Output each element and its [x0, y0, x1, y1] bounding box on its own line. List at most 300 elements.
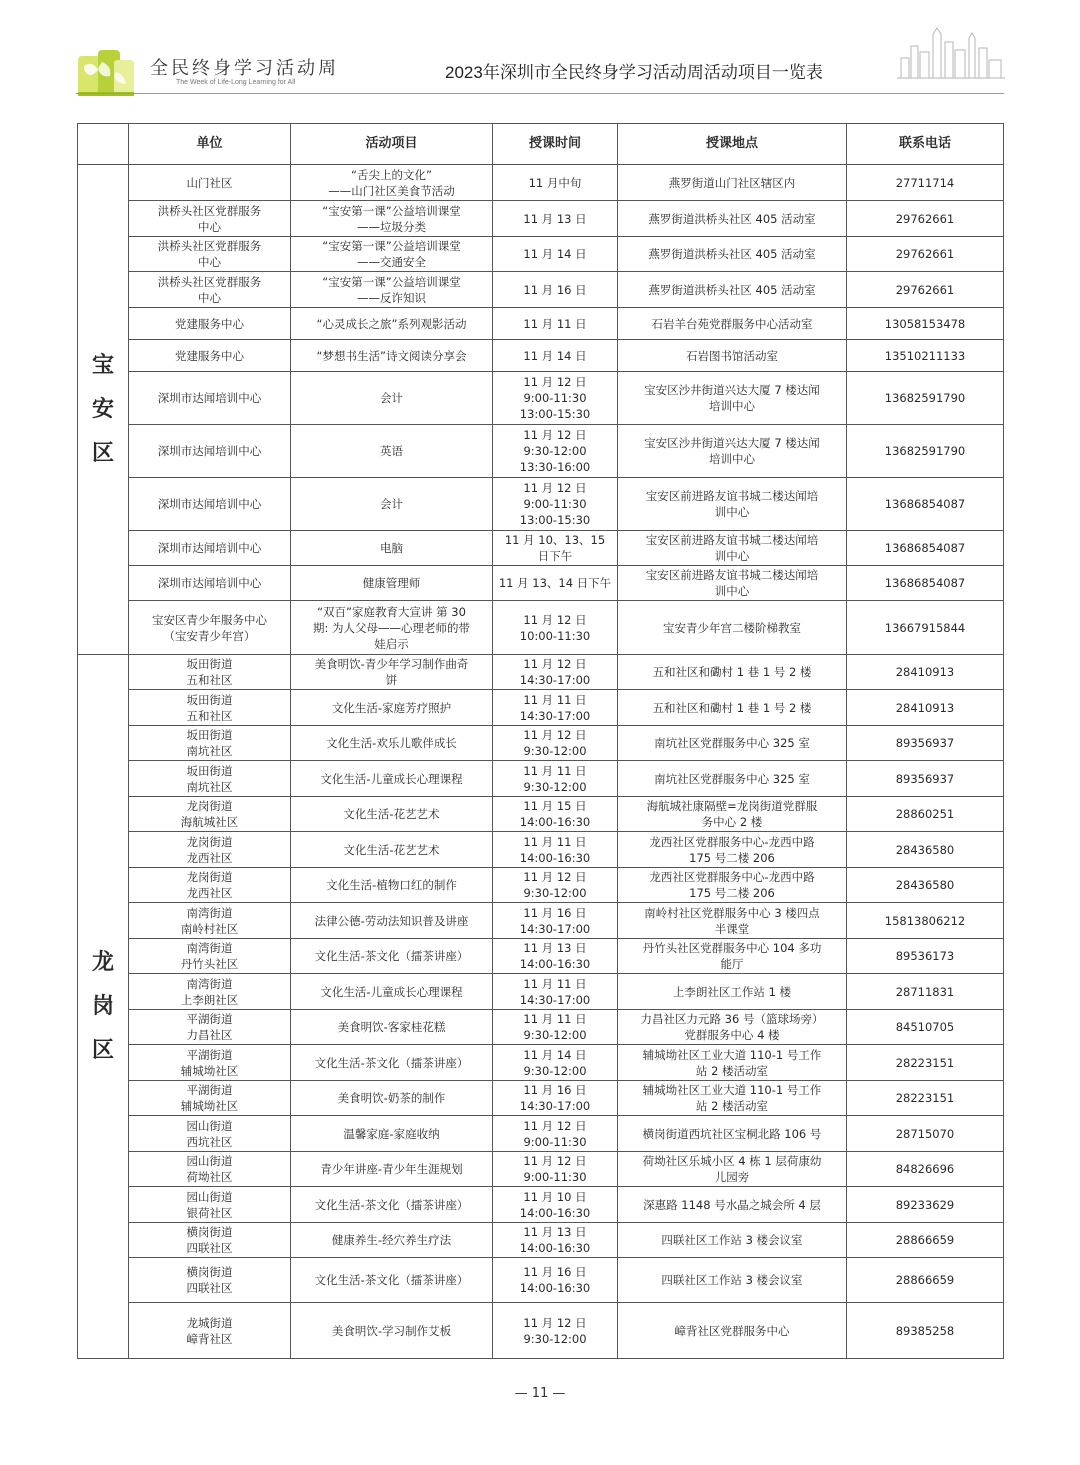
column-header-activity: 活动项目: [291, 124, 493, 165]
activity-cell: [291, 531, 493, 566]
time-cell-text: 11 月 11 日 9:30-12:00: [523, 1012, 587, 1042]
time-cell-text: 11 月中旬: [528, 175, 582, 190]
unit-cell-text: 龙岗街道 龙西社区: [186, 834, 233, 865]
phone-cell: [847, 601, 1004, 655]
activity-cell: [291, 1258, 493, 1303]
phone-cell-text: 13667915844: [884, 620, 966, 635]
time-cell: [493, 372, 618, 425]
unit-cell-text: 龙岗街道 海航城社区: [180, 799, 239, 829]
place-cell: [618, 690, 847, 726]
time-cell-text: 11 月 12 日 9:30-12:00: [523, 1315, 587, 1346]
activity-cell-text: 文化生活-家庭芳疗照护: [331, 700, 452, 715]
phone-cell: [847, 832, 1004, 868]
city-skyline-icon: [897, 24, 1005, 80]
phone-cell-text: 89356937: [895, 771, 955, 786]
time-cell: [493, 478, 618, 531]
unit-cell-text: 园山街道 西坑社区: [186, 1118, 233, 1149]
time-cell-text: 11 月 12 日 9:30-12:00 13:30-16:00: [519, 428, 591, 474]
place-cell: [618, 340, 847, 372]
place-cell-text: 石岩图书馆活动室: [686, 348, 778, 363]
place-cell-text: 辅城坳社区工业大道 110-1 号工作 站 2 楼活动室: [642, 1047, 822, 1078]
phone-cell-text: 84510705: [895, 1020, 955, 1034]
time-cell-text: 11 月 12 日 9:00-11:30 13:00-15:30: [519, 375, 591, 421]
activity-cell-text: 英语: [380, 444, 403, 458]
table-row: [78, 1258, 1004, 1303]
activity-cell: [291, 832, 493, 868]
phone-cell: [847, 425, 1004, 478]
activity-cell-text: 美食明饮-奶茶的制作: [337, 1091, 446, 1105]
time-cell: [493, 832, 618, 868]
unit-cell: [129, 425, 291, 478]
phone-cell: [847, 340, 1004, 372]
time-cell-text: 11 月 12 日 9:00-11:30 13:00-15:30: [519, 481, 591, 527]
place-cell-text: 南坑社区党群服务中心 325 室: [654, 771, 810, 786]
place-cell-text: 横岗街道西坑社区宝桐北路 106 号: [642, 1126, 822, 1141]
phone-cell-text: 89356937: [895, 736, 955, 750]
place-cell-text: 嶂背社区党群服务中心: [674, 1323, 790, 1338]
activity-cell-text: 美食明饮-客家桂花糕: [337, 1020, 446, 1034]
place-cell: [618, 832, 847, 868]
place-cell: [618, 531, 847, 566]
unit-cell-text: 坂田街道 五和社区: [186, 657, 233, 687]
unit-cell: [129, 690, 291, 726]
activity-cell: [291, 903, 493, 939]
activity-cell: [291, 165, 493, 201]
place-cell: [618, 165, 847, 201]
phone-cell-text: 13686854087: [884, 541, 966, 555]
activity-cell-text: 美食明饮-青少年学习制作曲奇 饼: [314, 657, 469, 687]
unit-cell-text: 深圳市达闻培训中心: [157, 444, 262, 458]
time-cell: [493, 1303, 618, 1359]
phone-cell: [847, 201, 1004, 237]
unit-cell: [129, 372, 291, 425]
phone-cell-text: 29762661: [895, 282, 955, 297]
time-cell: [493, 308, 618, 340]
table-row: [78, 425, 1004, 478]
time-cell: [493, 1116, 618, 1152]
unit-cell: [129, 1258, 291, 1303]
time-cell-text: 11 月 11 日 14:00-16:30: [519, 834, 591, 865]
phone-cell-text: 28866659: [895, 1273, 955, 1287]
time-cell: [493, 272, 618, 308]
activity-cell-text: 美食明饮-学习制作艾板: [331, 1323, 452, 1338]
phone-cell: [847, 1010, 1004, 1045]
unit-cell-text: 洪桥头社区党群服务 中心: [157, 203, 262, 234]
activity-cell: [291, 974, 493, 1010]
place-cell-text: 宝安区前进路友谊书城二楼达闻培 训中心: [645, 533, 819, 563]
column-header-time: 授课时间: [493, 124, 618, 165]
phone-cell: [847, 797, 1004, 832]
phone-cell: [847, 1045, 1004, 1081]
table-row: [78, 1187, 1004, 1223]
time-cell-text: 11 月 12 日 9:30-12:00: [523, 870, 587, 900]
place-cell: [618, 566, 847, 601]
place-cell-text: 力昌社区力元路 36 号（篮球场旁） 党群服务中心 4 楼: [640, 1012, 824, 1042]
unit-cell: [129, 761, 291, 797]
activity-cell-text: 会计: [380, 497, 403, 511]
time-cell-text: 11 月 13、14 日下午: [498, 576, 612, 590]
place-cell-text: 燕罗街道洪桥头社区 405 活动室: [648, 247, 816, 261]
phone-cell-text: 28410913: [895, 700, 955, 715]
time-cell-text: 11 月 13 日 14:00-16:30: [519, 941, 591, 971]
place-cell: [618, 1010, 847, 1045]
phone-cell-text: 29762661: [895, 211, 955, 226]
time-cell: [493, 761, 618, 797]
phone-cell-text: 28436580: [895, 878, 955, 892]
activity-cell-text: 健康养生-经穴养生疗法: [331, 1233, 452, 1247]
time-cell: [493, 1258, 618, 1303]
place-cell-text: 五和社区和磡村 1 巷 1 号 2 楼: [652, 665, 812, 679]
time-cell: [493, 1187, 618, 1223]
unit-cell: [129, 1116, 291, 1152]
phone-cell-text: 13682591790: [884, 444, 966, 458]
unit-cell: [129, 272, 291, 308]
place-cell: [618, 1045, 847, 1081]
place-cell: [618, 1116, 847, 1152]
time-cell: [493, 425, 618, 478]
time-cell-text: 11 月 11 日: [523, 316, 587, 331]
table-row: [78, 903, 1004, 939]
time-cell-text: 11 月 16 日 14:00-16:30: [519, 1265, 591, 1295]
place-cell-text: 四联社区工作站 3 楼会议室: [661, 1233, 803, 1247]
table-body: [78, 165, 1004, 1359]
phone-cell-text: 28223151: [895, 1055, 955, 1070]
time-cell: [493, 1152, 618, 1187]
place-cell-text: 石岩羊台苑党群服务中心活动室: [651, 316, 813, 331]
time-cell: [493, 797, 618, 832]
place-cell-text: 海航城社康隔壁=龙岗街道党群服 务中心 2 楼: [646, 799, 818, 829]
time-cell-text: 11 月 14 日: [523, 247, 587, 261]
activity-cell: [291, 761, 493, 797]
phone-cell-text: 89536173: [895, 949, 955, 963]
activity-cell-text: “宝安第一课”公益培训课堂 ——交通安全: [322, 239, 461, 269]
unit-cell-text: 深圳市达闻培训中心: [157, 576, 262, 590]
unit-cell-text: 南湾街道 上李朗社区: [180, 976, 239, 1007]
unit-cell: [129, 1152, 291, 1187]
phone-cell-text: 13686854087: [884, 576, 966, 590]
phone-cell: [847, 1187, 1004, 1223]
activity-cell-text: 温馨家庭-家庭收纳: [343, 1126, 440, 1141]
table-row: [78, 601, 1004, 655]
table-row: [78, 761, 1004, 797]
time-cell-text: 11 月 10、13、15 日下午: [504, 533, 606, 563]
unit-cell-text: 园山街道 荷坳社区: [186, 1154, 233, 1184]
place-cell: [618, 797, 847, 832]
activity-cell: [291, 566, 493, 601]
brand-subtitle: The Week of Life-Long Learning for All: [176, 79, 296, 86]
time-cell-text: 11 月 12 日 9:30-12:00: [523, 728, 587, 758]
table-row: [78, 165, 1004, 201]
activity-cell: [291, 868, 493, 903]
district-label: 宝安区: [91, 352, 114, 466]
activity-cell: [291, 237, 493, 272]
unit-cell: [129, 726, 291, 761]
phone-cell: [847, 1223, 1004, 1258]
place-cell: [618, 372, 847, 425]
place-cell: [618, 868, 847, 903]
table-row: [78, 340, 1004, 372]
place-cell-text: 上李朗社区工作站 1 楼: [672, 984, 792, 999]
place-cell: [618, 1258, 847, 1303]
activity-cell: [291, 601, 493, 655]
activity-cell: [291, 478, 493, 531]
district-cell: [78, 165, 129, 655]
time-cell: [493, 1010, 618, 1045]
activity-cell-text: “宝安第一课”公益培训课堂 ——垃圾分类: [322, 203, 461, 234]
activity-cell: [291, 308, 493, 340]
activity-cell-text: 文化生活-茶文化（擂茶讲座）: [314, 1055, 469, 1070]
activity-cell: [291, 1152, 493, 1187]
table-row: [78, 237, 1004, 272]
table-row: [78, 974, 1004, 1010]
table-row: [78, 308, 1004, 340]
time-cell-text: 11 月 11 日 9:30-12:00: [523, 763, 587, 794]
unit-cell-text: 洪桥头社区党群服务 中心: [157, 239, 262, 269]
place-cell-text: 宝安区沙井街道兴达大厦 7 楼达闻 培训中心: [644, 383, 820, 413]
table-row: [78, 1116, 1004, 1152]
unit-cell: [129, 832, 291, 868]
phone-cell: [847, 531, 1004, 566]
phone-cell-text: 29762661: [895, 247, 955, 261]
place-cell: [618, 425, 847, 478]
column-header-phone: 联系电话: [847, 124, 1004, 165]
time-cell: [493, 1223, 618, 1258]
activity-cell: [291, 1223, 493, 1258]
phone-cell-text: 28866659: [895, 1233, 955, 1247]
activity-cell: [291, 726, 493, 761]
time-cell-text: 11 月 12 日 9:00-11:30: [523, 1118, 587, 1149]
activity-cell: [291, 1045, 493, 1081]
place-cell-text: 深惠路 1148 号水晶之城会所 4 层: [643, 1197, 821, 1212]
unit-cell-text: 宝安区青少年服务中心 （宝安青少年宫）: [152, 612, 267, 643]
activity-cell: [291, 1081, 493, 1116]
time-cell-text: 11 月 12 日 14:30-17:00: [519, 657, 591, 687]
brand-title: 全民终身学习活动周: [150, 58, 339, 79]
phone-cell-text: 28715070: [895, 1126, 955, 1141]
unit-cell-text: 深圳市达闻培训中心: [157, 391, 262, 405]
activity-cell-text: 文化生活-花艺艺术: [343, 842, 440, 857]
activity-cell-text: “双百”家庭教育大宣讲 第 30 期: 为人父母——心理老师的带 娃启示: [312, 604, 471, 651]
phone-cell: [847, 566, 1004, 601]
place-cell: [618, 974, 847, 1010]
time-cell: [493, 939, 618, 974]
unit-cell-text: 平湖街道 辅城坳社区: [180, 1083, 239, 1113]
unit-cell-text: 党建服务中心: [175, 348, 244, 363]
table-row: [78, 1010, 1004, 1045]
place-cell-text: 四联社区工作站 3 楼会议室: [661, 1273, 803, 1287]
phone-cell: [847, 1258, 1004, 1303]
activity-cell-text: 文化生活-茶文化（擂茶讲座）: [314, 1197, 469, 1212]
place-cell: [618, 1152, 847, 1187]
unit-cell: [129, 1045, 291, 1081]
column-header-unit: 单位: [129, 124, 291, 165]
activity-cell-text: “心灵成长之旅”系列观影活动: [316, 316, 467, 331]
place-cell-text: 龙西社区党群服务中心-龙西中路 175 号二楼 206: [649, 870, 815, 900]
activity-cell-text: 文化生活-儿童成长心理课程: [320, 771, 463, 786]
table-row: [78, 1223, 1004, 1258]
phone-cell: [847, 237, 1004, 272]
phone-cell: [847, 372, 1004, 425]
table-row: [78, 478, 1004, 531]
district-cell: [78, 655, 129, 1359]
unit-cell-text: 深圳市达闻培训中心: [157, 541, 262, 555]
phone-cell: [847, 478, 1004, 531]
activity-cell: [291, 690, 493, 726]
unit-cell: [129, 201, 291, 237]
time-cell: [493, 601, 618, 655]
phone-cell: [847, 655, 1004, 690]
district-label: 龙岗区: [91, 949, 114, 1063]
activity-cell: [291, 272, 493, 308]
unit-cell-text: 南湾街道 丹竹头社区: [180, 941, 239, 971]
activity-cell-text: “梦想书生活”诗文阅读分享会: [316, 348, 467, 363]
document-title: 2023年深圳市全民终身学习活动周活动项目一览表: [445, 63, 823, 82]
unit-cell: [129, 797, 291, 832]
place-cell: [618, 726, 847, 761]
activity-cell-text: 法律公德-劳动法知识普及讲座: [314, 913, 469, 928]
table-row: [78, 201, 1004, 237]
unit-cell: [129, 1010, 291, 1045]
unit-cell-text: 园山街道 银荷社区: [186, 1189, 233, 1220]
unit-cell-text: 南湾街道 南岭村社区: [180, 905, 239, 936]
unit-cell-text: 山门社区: [186, 175, 233, 190]
activity-cell-text: 电脑: [380, 541, 403, 555]
time-cell: [493, 868, 618, 903]
phone-cell-text: 28860251: [895, 807, 955, 821]
unit-cell: [129, 1187, 291, 1223]
place-cell-text: 宝安青少年宫二楼阶梯教室: [663, 620, 801, 635]
time-cell: [493, 566, 618, 601]
phone-cell-text: 13686854087: [884, 497, 966, 511]
table-row: [78, 272, 1004, 308]
place-cell: [618, 308, 847, 340]
time-cell-text: 11 月 14 日 9:30-12:00: [523, 1047, 587, 1078]
place-cell: [618, 201, 847, 237]
time-cell-text: 11 月 12 日 10:00-11:30: [519, 612, 591, 643]
activity-table: [77, 123, 1004, 1359]
phone-cell: [847, 903, 1004, 939]
place-cell-text: 宝安区沙井街道兴达大厦 7 楼达闻 培训中心: [644, 436, 820, 466]
time-cell: [493, 237, 618, 272]
unit-cell: [129, 601, 291, 655]
place-cell: [618, 237, 847, 272]
place-cell: [618, 939, 847, 974]
place-cell: [618, 601, 847, 655]
time-cell: [493, 690, 618, 726]
activity-cell-text: “舌尖上的文化” ——山门社区美食节活动: [328, 167, 455, 198]
place-cell-text: 燕罗街道洪桥头社区 405 活动室: [648, 282, 816, 297]
time-cell-text: 11 月 15 日 14:00-16:30: [519, 799, 591, 829]
time-cell: [493, 726, 618, 761]
unit-cell: [129, 974, 291, 1010]
phone-cell-text: 15813806212: [884, 913, 966, 928]
place-cell-text: 五和社区和磡村 1 巷 1 号 2 楼: [652, 700, 812, 715]
time-cell: [493, 165, 618, 201]
table-row: [78, 372, 1004, 425]
time-cell-text: 11 月 11 日 14:30-17:00: [519, 976, 591, 1007]
phone-cell: [847, 939, 1004, 974]
table-row: [78, 1045, 1004, 1081]
place-cell-text: 燕罗街道山门社区辖区内: [668, 175, 796, 190]
place-cell: [618, 272, 847, 308]
activity-cell: [291, 425, 493, 478]
activity-cell-text: 文化生活-植物口红的制作: [326, 878, 457, 892]
unit-cell: [129, 478, 291, 531]
time-cell: [493, 655, 618, 690]
header-divider: [76, 93, 1004, 94]
place-cell-text: 南岭村社区党群服务中心 3 楼四点 半课堂: [644, 905, 820, 936]
phone-cell-text: 28410913: [895, 665, 955, 679]
time-cell-text: 11 月 13 日: [523, 211, 587, 226]
time-cell-text: 11 月 11 日 14:30-17:00: [519, 692, 591, 723]
time-cell-text: 11 月 10 日 14:00-16:30: [519, 1189, 591, 1220]
unit-cell: [129, 868, 291, 903]
phone-cell-text: 13682591790: [884, 391, 966, 405]
activity-cell: [291, 1303, 493, 1359]
phone-cell: [847, 308, 1004, 340]
place-cell: [618, 478, 847, 531]
phone-cell: [847, 761, 1004, 797]
unit-cell: [129, 308, 291, 340]
activity-cell-text: 文化生活-茶文化（擂茶讲座）: [314, 949, 469, 963]
table-header-row: [78, 124, 1004, 165]
phone-cell-text: 28711831: [895, 984, 955, 999]
activity-cell: [291, 1187, 493, 1223]
unit-cell: [129, 566, 291, 601]
unit-cell-text: 龙城街道 嶂背社区: [186, 1315, 233, 1346]
column-header-district: [78, 124, 129, 165]
activity-cell-text: 青少年讲座-青少年生涯规划: [320, 1162, 463, 1176]
place-cell: [618, 903, 847, 939]
activity-cell-text: 文化生活-儿童成长心理课程: [320, 984, 463, 999]
phone-cell: [847, 1081, 1004, 1116]
activity-cell-text: 会计: [380, 391, 403, 405]
phone-cell: [847, 1152, 1004, 1187]
table-row: [78, 655, 1004, 690]
place-cell-text: 龙西社区党群服务中心-龙西中路 175 号二楼 206: [649, 834, 815, 865]
phone-cell-text: 28223151: [895, 1091, 955, 1105]
place-cell-text: 宝安区前进路友谊书城二楼达闻培 训中心: [645, 568, 819, 598]
place-cell: [618, 655, 847, 690]
activity-cell: [291, 372, 493, 425]
time-cell: [493, 974, 618, 1010]
activity-cell-text: 文化生活-花艺艺术: [343, 807, 440, 821]
time-cell: [493, 1045, 618, 1081]
page-header: [0, 0, 1080, 110]
unit-cell-text: 平湖街道 辅城坳社区: [180, 1047, 239, 1078]
place-cell-text: 燕罗街道洪桥头社区 405 活动室: [648, 211, 816, 226]
phone-cell: [847, 974, 1004, 1010]
table-row: [78, 868, 1004, 903]
unit-cell-text: 党建服务中心: [175, 316, 244, 331]
place-cell-text: 宝安区前进路友谊书城二楼达闻培 训中心: [645, 489, 819, 519]
unit-cell-text: 坂田街道 五和社区: [186, 692, 233, 723]
time-cell: [493, 1081, 618, 1116]
place-cell-text: 荷坳社区乐城小区 4 栋 1 层荷康幼 儿园旁: [642, 1154, 822, 1184]
time-cell-text: 11 月 13 日 14:00-16:30: [519, 1225, 591, 1255]
unit-cell-text: 深圳市达闻培训中心: [157, 497, 262, 511]
table-row: [78, 726, 1004, 761]
phone-cell: [847, 165, 1004, 201]
page-number: — 11 —: [514, 1386, 566, 1401]
table-row: [78, 1152, 1004, 1187]
unit-cell: [129, 340, 291, 372]
phone-cell-text: 28436580: [895, 842, 955, 857]
unit-cell-text: 坂田街道 南坑社区: [186, 763, 233, 794]
phone-cell: [847, 726, 1004, 761]
activity-cell-text: “宝安第一课”公益培训课堂 ——反诈知识: [322, 274, 461, 305]
unit-cell: [129, 1303, 291, 1359]
